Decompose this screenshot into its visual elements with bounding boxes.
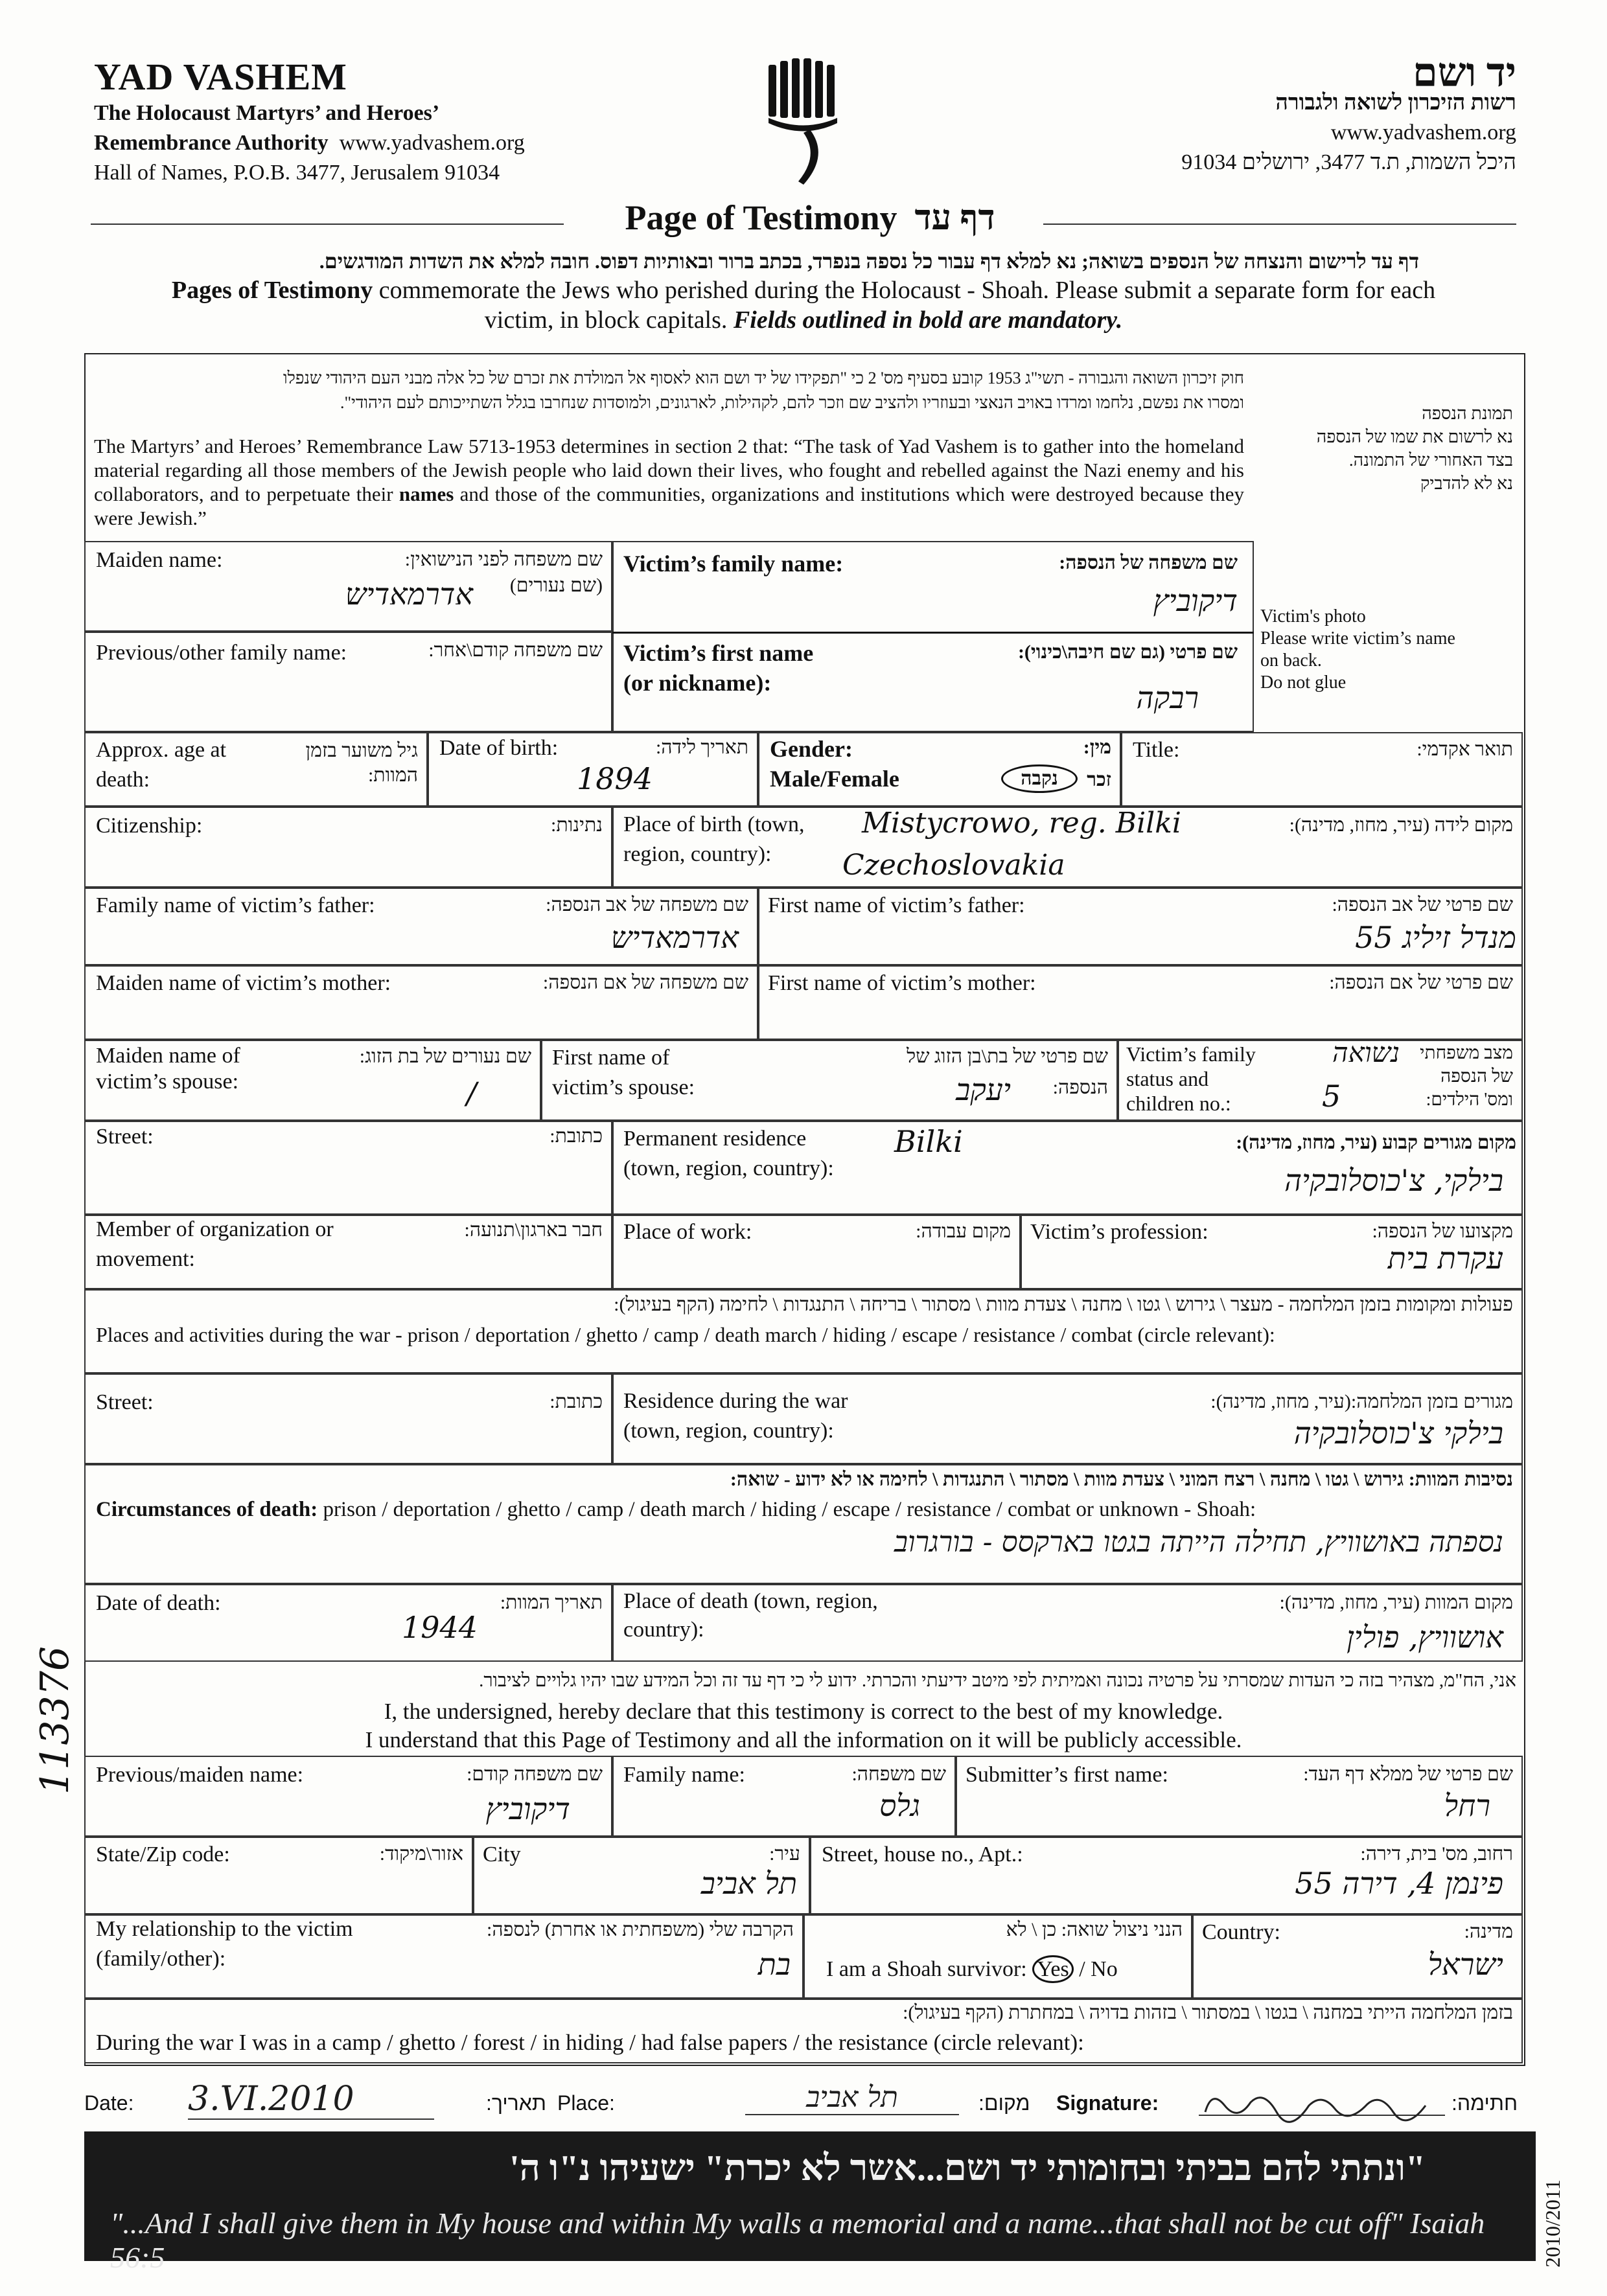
address-en: Hall of Names, P.O.B. 3477, Jerusalem 91034 xyxy=(94,161,500,185)
gender-label: Gender: Male/Female xyxy=(770,736,899,792)
profession-value: עקרת בית xyxy=(1387,1241,1503,1276)
header-left xyxy=(94,55,677,188)
org-name-en: YAD VASHEM xyxy=(94,56,347,98)
place-of-birth-label-he: מקום לידה (עיר, מחוז, מדינה): xyxy=(1289,814,1513,836)
website-link[interactable]: www.yadvashem.org xyxy=(339,131,525,155)
header-right xyxy=(1063,51,1516,178)
submitter-first-name-value: רחל xyxy=(1444,1788,1490,1823)
zip-label: State/Zip code: xyxy=(96,1843,230,1866)
maiden-name-label-he: שם משפחה לפני הנישואין: xyxy=(404,549,603,570)
father-family-label: Family name of victim’s father: xyxy=(96,893,375,917)
photo-instructions-en: Victim's photo Please write victim’s name on back. Do not glue xyxy=(1260,606,1455,693)
date-value[interactable]: 3.VI.2010 xyxy=(188,2080,434,2120)
father-family-label-he: שם משפחה של אב הנספה: xyxy=(546,894,748,915)
date-of-death-label: Date of death: xyxy=(96,1591,221,1615)
submitter-first-name-label-he: שם פרטי של ממלא דף העד: xyxy=(1303,1763,1513,1785)
father-first-label-he: שם פרטי של אב הנספה: xyxy=(1332,894,1513,915)
place-of-birth-value-2: Czechoslovakia xyxy=(842,849,1065,882)
address-label-he: רחוב, מס' בית, דירה: xyxy=(1360,1843,1513,1865)
spouse-first-value: יעקב xyxy=(956,1072,1011,1107)
maiden-name-label: Maiden name: xyxy=(96,548,223,572)
first-name-value[interactable]: רבקה xyxy=(1136,680,1199,715)
mother-first-label: First name of victim’s mother: xyxy=(768,971,1036,995)
spouse-maiden-value: / xyxy=(467,1075,477,1110)
title-label-he: תואר אקדמי: xyxy=(1416,739,1513,760)
survivor-yes-circled[interactable]: Yes xyxy=(1032,1955,1073,1983)
place-of-birth-value-1: Mistycrowo, reg. Bilki xyxy=(862,807,1181,840)
org-subtitle-1: The Holocaust Martyrs’ and Heroes’ xyxy=(94,101,440,125)
children-count-value: 5 xyxy=(1322,1079,1341,1114)
yad-vashem-logo xyxy=(765,58,842,188)
circumstances-label: Circumstances of death: prison / deportation / ghetto / camp / death march / hiding / escape / resistance / combat or unknown - Shoah: xyxy=(96,1498,1256,1521)
org-name-he: יד ושם xyxy=(1412,51,1516,95)
profession-label: Victim’s profession: xyxy=(1030,1220,1208,1244)
footer-quote-en: "...And I shall give them in My house and within My walls a memorial and a name...that shall not be cut off" Isaiah 56:5 xyxy=(110,2207,1485,2274)
war-residence-label: Residence during the war (town, region, country): xyxy=(623,1389,848,1443)
profession-label-he: מקצועו של הנספה: xyxy=(1372,1221,1513,1242)
survivor-no-option[interactable]: / No xyxy=(1079,1957,1118,1981)
war-residence-label-he: מגורים בזמן המלחמה:(עיר, מחוז, מדינה): xyxy=(1210,1391,1513,1412)
work-label-he: מקום עבודה: xyxy=(916,1221,1011,1242)
place-of-death-label-he: מקום המוות (עיר, מחוז, מדינה): xyxy=(1279,1592,1513,1613)
address-he: היכל השמות, ת.ד 3477, ירושלים 91034 xyxy=(1181,150,1516,174)
city-label-he: עיר: xyxy=(769,1843,800,1865)
law-hebrew: חוק זיכרון השואה והגבורה - תשי"ג 1953 קובע בסעיף מס' 2 כי "תפקידו של יד ושם הוא לאסוף אל המולדת את זכרם של כל אלה מבני העם היהודי שנפלו ומסרו את נפשם, נלחמו ומרדו באויב הנאצי ובעוזריו ולהציב שם וזכר להם, לקהילות, לארגונים, ולמוסדות שנחרבו בגלל השתייכותם לעם היהודי". xyxy=(283,369,1244,412)
address-label: Street, house no., Apt.: xyxy=(822,1843,1023,1866)
country-value: ישראל xyxy=(1428,1947,1503,1982)
first-name-label: Victim’s first name (or nickname): xyxy=(623,640,814,696)
city-value: תל אביב xyxy=(700,1866,797,1901)
place-of-death-value: אושוויץ, פולין xyxy=(1347,1620,1503,1655)
family-name-label: Victim’s family name: xyxy=(623,551,844,577)
permanent-residence-label-he: מקום מגורים קבוע (עיר, מחוז, מדינה): xyxy=(1236,1132,1516,1153)
org-subtitle-2: Remembrance Authority xyxy=(94,131,329,155)
survivor-label-he: הנני ניצול שואה: כן \ לא xyxy=(1006,1919,1183,1940)
spouse-first-label: First name of victim’s spouse: xyxy=(552,1046,695,1099)
photo-instructions-he: תמונת הנספה נא לרשום את שמו של הנספה בצד האחורי של התמונה. נא לא להדביק xyxy=(1316,404,1513,493)
war-residence-value: בילקי צ'כוסלובקיה xyxy=(1293,1416,1503,1451)
city-label: City xyxy=(483,1843,521,1866)
relationship-label-he: הקרבה שלי (משפחתית או אחרת) לנספה: xyxy=(487,1919,794,1940)
footer-quote-he: "ונתתי להם בביתי ובחומותי יד ושם...אשר לא יכרת" ישעיהו נ"ו ה' xyxy=(509,2148,1426,2188)
family-status-label: Victim’s family status and children no.: xyxy=(1126,1042,1256,1115)
war-street-label-he: כתובת: xyxy=(549,1391,603,1412)
spouse-maiden-label: Maiden name of victim’s spouse: xyxy=(96,1044,240,1094)
mother-maiden-label-he: שם משפחה של אם הנספה: xyxy=(542,972,748,993)
country-label: Country: xyxy=(1202,1920,1280,1944)
archive-number-stamp: 113376 xyxy=(32,1646,78,1795)
zip-label-he: אזור\מיקוד: xyxy=(379,1843,463,1865)
permanent-residence-value-1: Bilki xyxy=(894,1124,963,1159)
submitter-family-name-label: Family name: xyxy=(623,1763,745,1787)
declaration-he: אני, הח"מ, מצהיר בזה כי העדות שמסרתי על פרטיה נכונה ואמיתית לפי מיטב ידיעתי והכרתי. ידוע לי כי דף עד זה וכל המידע שבו יהיו גלויים לציבור. xyxy=(479,1670,1516,1691)
father-first-label: First name of victim’s father: xyxy=(768,893,1025,917)
submitter-prev-name-label-he: שם משפחה קודם: xyxy=(467,1763,603,1785)
during-war-label: During the war I was in a camp / ghetto / forest / in hiding / had false papers / the resistance (circle relevant): xyxy=(96,2030,1084,2055)
law-english: The Martyrs’ and Heroes’ Remembrance Law 5713-1953 determines in section 2 that: “The task of Yad Vashem is to gather into the homeland material regarding all those members of the Jewish people who laid down their lives, who fought and rebelled against the Nazi enemy and his collaborators, and to perpetuate their names and those of the communities, organizations and institutions which were destroyed because they were Jewish.” xyxy=(94,435,1245,529)
previous-name-label-he: שם משפחה קודם\אחר: xyxy=(428,639,603,661)
website-he[interactable]: www.yadvashem.org xyxy=(1330,121,1516,144)
family-status-value: נשואה xyxy=(1332,1037,1400,1068)
date-of-death-label-he: תאריך המוות: xyxy=(500,1592,603,1613)
mother-first-label-he: שם פרטי של אם הנספה: xyxy=(1329,972,1513,993)
war-activities-label: Places and activities during the war - prison / deportation / ghetto / camp / death march / hiding / escape / resistance / combat (circle relevant): xyxy=(96,1323,1275,1346)
submitter-first-name-label: Submitter’s first name: xyxy=(965,1763,1168,1787)
first-name-label-he: שם פרטי (גם שם חיבה\כינוי): xyxy=(1017,641,1238,663)
war-street-label: Street: xyxy=(96,1390,154,1414)
address-value: פינמן 4, דירה 55 xyxy=(1295,1866,1503,1901)
submitter-family-name-value: גלס xyxy=(879,1788,920,1823)
spouse-maiden-label-he: שם נעורים של בת הזוג: xyxy=(359,1046,531,1067)
citizenship-label: Citizenship: xyxy=(96,814,203,838)
gender-female-option-circled[interactable]: נקבה xyxy=(1001,764,1078,793)
place-of-death-label: Place of death (town, region, country): xyxy=(623,1589,878,1642)
org-subtitle-he: רשות הזיכרון לשואה ולגבורה xyxy=(1275,91,1516,115)
dob-value: 1894 xyxy=(577,761,653,796)
during-war-label-he: בזמן המלחמה הייתי במחנה \ בגטו \ במסתור \ בזהות בדויה \ במחתרת (הקף בעיגול): xyxy=(903,2002,1513,2023)
work-label: Place of work: xyxy=(623,1220,752,1244)
date-of-death-value: 1944 xyxy=(402,1610,478,1645)
header-rule-right xyxy=(1043,224,1516,225)
war-activities-label-he: פעולות ומקומות בזמן המלחמה - מעצר \ גירוש \ גטו \ מחנה \ צעדת מוות \ מסתור \ בריחה \ התנגדות \ לחימה (הקף בעיגול): xyxy=(614,1294,1513,1315)
footer-quote-band xyxy=(84,2131,1536,2274)
relationship-value: בת xyxy=(757,1947,791,1982)
place-of-birth-label: Place of birth (town, region, country): xyxy=(623,812,805,866)
form-year: 2010/2011 xyxy=(1541,2179,1564,2267)
war-street-field[interactable] xyxy=(84,1373,612,1464)
age-label-he: גיל משוער בזמן המוות: xyxy=(305,740,418,786)
maiden-name-value: אדרמאדיש xyxy=(345,577,473,612)
header-rule-left xyxy=(91,224,564,225)
father-first-value: מנדל זיליג 55 xyxy=(1355,920,1516,955)
permanent-residence-value-2: בילקי, צ'כוסלובקיה xyxy=(1284,1163,1503,1198)
place-value[interactable]: תל אביב xyxy=(745,2081,959,2115)
permanent-residence-label: Permanent residence (town, region, country): xyxy=(623,1127,834,1180)
country-label-he: מדינה: xyxy=(1464,1921,1513,1942)
mother-maiden-label: Maiden name of victim’s mother: xyxy=(96,971,391,995)
previous-name-label: Previous/other family name: xyxy=(96,641,347,665)
survivor-label: I am a Shoah survivor: Yes / No xyxy=(826,1957,1118,1982)
circumstances-value: נספתה באושוויץ, תחילה הייתה בגטו בארקסס - בורגרוב xyxy=(894,1526,1503,1559)
member-label-he: חבר בארגון\תנועה: xyxy=(464,1219,603,1241)
relationship-label: My relationship to the victim (family/other): xyxy=(96,1917,353,1971)
family-name-label-he: שם משפחה של הנספה: xyxy=(1059,552,1238,573)
gender-male-option[interactable]: זכר xyxy=(1087,769,1111,790)
title-label: Title: xyxy=(1133,738,1180,762)
father-family-value: אדרמאדיש xyxy=(610,920,739,955)
family-name-value[interactable]: דיקוביץ xyxy=(1153,583,1238,618)
intro-english: Pages of Testimony commemorate the Jews who perished during the Holocaust - Shoah. Please submit a separate form for each victim, in block capitals. Fields outlined in bold are mandatory. xyxy=(171,277,1436,334)
submitter-prev-name-label: Previous/maiden name: xyxy=(96,1763,304,1787)
member-label: Member of organization or movement: xyxy=(96,1217,334,1271)
page-title: Page of Testimony דף עד xyxy=(625,198,995,237)
dob-label-he: תאריך לידה: xyxy=(655,737,748,758)
handwritten-signature xyxy=(1199,2086,1445,2125)
submitter-prev-name-value: דיקוביץ xyxy=(485,1791,570,1826)
intro-hebrew: דף עד לרישום והנצחה של הנספים בשואה; נא למלא דף עבור כל נספה בנפרד, בכתב ברור ובאותיות דפוס. חובה למלא את השדות המודגשים. xyxy=(319,249,1419,273)
street-label: Street: xyxy=(96,1125,154,1149)
submitter-family-name-label-he: שם משפחה: xyxy=(851,1763,946,1785)
street-label-he: כתובת: xyxy=(549,1125,603,1147)
citizenship-label-he: נתינות: xyxy=(551,814,603,836)
circumstances-label-he: נסיבות המוות: גירוש \ גטו \ מחנה \ רצח המוני \ צעדת מוות \ מסתור \ התנגדות \ לחימה או לא ידוע - שואה: xyxy=(730,1469,1513,1490)
declaration-en: I, the undersigned, hereby declare that this testimony is correct to the best of my knowledge. I understand that this Page of Testimony and all the information on it will be publicly accessible. xyxy=(365,1699,1242,1752)
family-status-label-he: מצב משפחתי של הנספה ומס' הילדים: xyxy=(1420,1043,1513,1110)
age-label: Approx. age at death: xyxy=(96,738,227,792)
signature-line[interactable] xyxy=(1199,2086,1445,2116)
dob-label: Date of birth: xyxy=(439,736,559,760)
